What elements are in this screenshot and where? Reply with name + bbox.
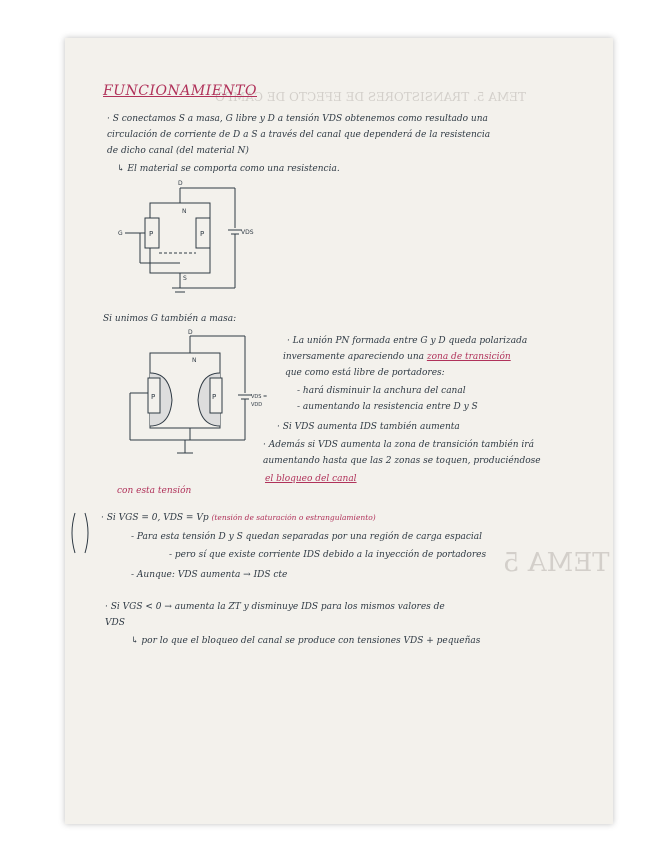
- vds-label-2: VDS =: [251, 394, 268, 400]
- p-label-left-2: P: [151, 393, 156, 401]
- para1-line2: circulación de corriente de D a S a través del canal que dependerá de la resistencia: [107, 130, 491, 140]
- section3-line1-a: · Si VGS = 0, VDS = Vp: [101, 513, 209, 523]
- section2-line3: que como está libre de portadores:: [285, 368, 445, 378]
- section2-line6: · Si VDS aumenta IDS también aumenta: [277, 422, 460, 432]
- section2-line9: el bloqueo del canal: [265, 474, 357, 484]
- section3-line4: - Aunque: VDS aumenta → IDS cte: [131, 570, 288, 580]
- bleed-through-heading: TEMA 5. TRANSISTORES DE EFECTO DE CAMPO: [215, 90, 526, 104]
- p-label-left: P: [149, 230, 154, 238]
- section4-line1: · Si VGS < 0 → aumenta la ZT y disminuye IDS para los mismos valores de: [105, 602, 445, 612]
- section2-line1: · La unión PN formada entre G y D queda polarizada: [287, 336, 528, 346]
- section2-line5: - aumentando la resistencia entre D y S: [297, 402, 478, 412]
- d-label-2: D: [188, 329, 193, 336]
- section3-line3: - pero sí que existe corriente IDS debido a la inyección de portadores: [169, 550, 487, 560]
- n-label: N: [182, 208, 187, 215]
- section2-title: Si unimos G también a masa:: [103, 314, 237, 324]
- section2-line2: [283, 352, 511, 363]
- section2-line4: - hará disminuir la anchura del canal: [297, 386, 466, 396]
- para1-line1: · S conectamos S a masa, G libre y D a tensión VDS obtenemos como resultado una: [107, 114, 488, 124]
- jfet-diagram-1: [110, 178, 260, 298]
- bleed-through-big: TEMA 5: [503, 548, 610, 578]
- g-label: G: [118, 230, 123, 237]
- s-label: S: [183, 275, 187, 282]
- section3-line2: - Para esta tensión D y S quedan separadas por una región de carga espacial: [131, 532, 482, 542]
- n-label-2: N: [192, 357, 197, 364]
- section4-line3: ↳ por lo que el bloqueo del canal se produce con tensiones VDS + pequeñas: [131, 636, 481, 646]
- p-label-right: P: [200, 230, 205, 238]
- section2-line2-b: zona de transición: [426, 352, 511, 362]
- p-label-right-2: P: [212, 393, 217, 401]
- section4-line2: VDS: [105, 618, 125, 628]
- section3-line1-b: (tensión de saturación o estrangulamiento): [211, 513, 376, 522]
- section2-line2-a: inversamente apareciendo una: [283, 352, 424, 362]
- vdd-label-2: VDD: [251, 402, 263, 408]
- para1-line3: de dicho canal (del material N): [107, 146, 249, 156]
- section3-line1: [101, 512, 376, 524]
- section2-line7: · Además si VDS aumenta la zona de transición también irá: [263, 440, 534, 450]
- page-title: FUNCIONAMIENTO: [103, 83, 257, 99]
- bracket-mark: [65, 508, 95, 558]
- vds-label: VDS: [241, 229, 254, 236]
- notebook-page: [65, 38, 613, 824]
- section2-line8: aumentando hasta que las 2 zonas se toquen, produciéndose: [263, 456, 541, 466]
- d-label: D: [178, 180, 183, 187]
- section3-note: con esta tensión: [117, 486, 192, 496]
- para1-note: ↳ El material se comporta como una resistencia.: [117, 164, 340, 174]
- jfet-diagram-2: [120, 328, 268, 458]
